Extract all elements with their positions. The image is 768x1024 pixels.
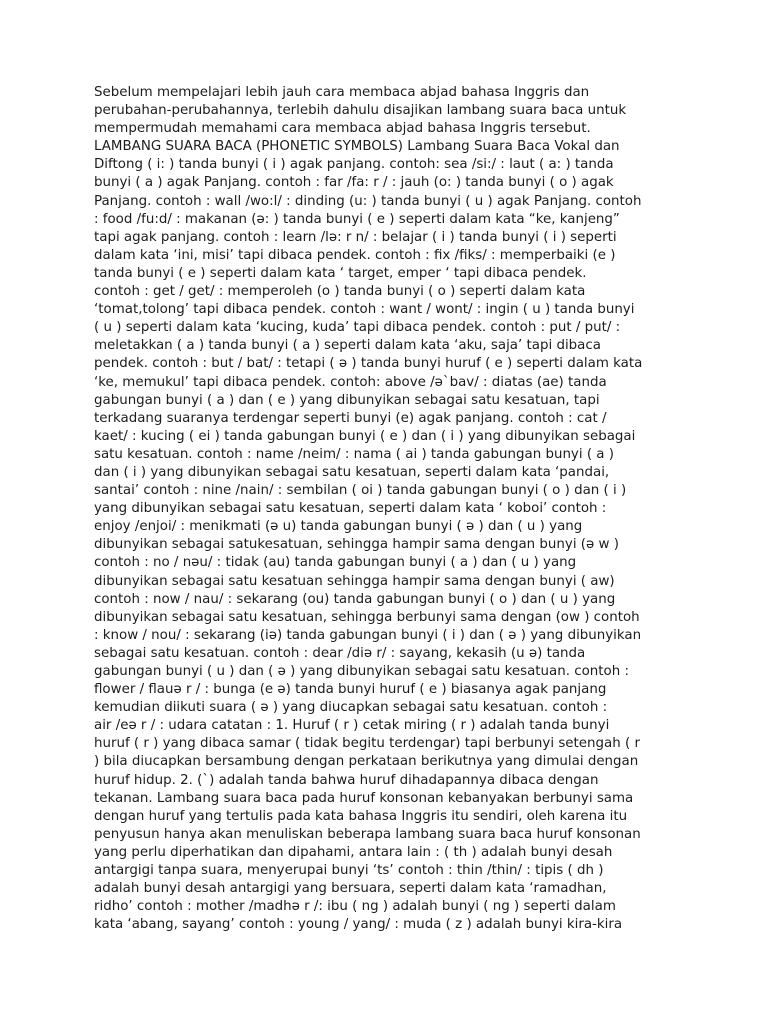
text-line: huruf hidup. 2. (`) adalah tanda bahwa huruf dihadapannya dibaca dengan bbox=[94, 772, 599, 788]
text-line: sebagai satu kesatuan. contoh : dear /diə r/ : sayang, kekasih (u ə) tanda bbox=[94, 645, 586, 661]
text-line: tanda bunyi ( e ) seperti dalam kata ‘ target, emper ‘ tapi dibaca pendek. bbox=[94, 265, 587, 281]
text-line: ( u ) seperti dalam kata ‘kucing, kuda’ tapi dibaca pendek. contoh : put / put/ : bbox=[94, 320, 621, 336]
text-line: gabungan bunyi ( u ) dan ( ə ) yang dibunyikan sebagai satu kesatuan. contoh : bbox=[94, 664, 629, 679]
text-line: kaet/ : kucing ( ei ) tanda gabungan bunyi ( e ) dan ( i ) yang dibunyikan sebagai bbox=[94, 428, 636, 444]
text-line: Panjang. contoh : wall /wo:l/ : dinding (u: ) tanda bunyi ( u ) agak Panjang. contoh bbox=[94, 193, 642, 209]
text-line: dibunyikan sebagai satu kesatuan, sehingga berbunyi sama dengan (ow ) contoh bbox=[94, 609, 640, 625]
text-line: dibunyikan sebagai satu kesatuan sehingga hampir sama dengan bunyi ( aw) bbox=[94, 573, 615, 589]
text-line: dengan huruf yang tertulis pada kata bahasa Inggris itu sendiri, oleh karena itu bbox=[94, 808, 628, 824]
text-line: Sebelum mempelajari lebih jauh cara membaca abjad bahasa Inggris dan bbox=[94, 85, 590, 100]
text-line: terkadang suaranya terdengar seperti bunyi (e) agak panjang. contoh : cat / bbox=[94, 410, 607, 426]
text-line: yang perlu diperhatikan dan dipahami, antara lain : ( th ) adalah bunyi desah bbox=[94, 844, 613, 860]
text-line: yang dibunyikan sebagai satu kesatuan, seperti dalam kata ‘ koboi’ contoh : bbox=[94, 501, 607, 517]
text-line: ‘tomat,tolong’ tapi dibaca pendek. contoh : want / wont/ : ingin ( u ) tanda bunyi bbox=[94, 302, 635, 318]
text-line: contoh : get / get/ : memperoleh (o ) tanda bunyi ( o ) seperti dalam kata bbox=[94, 284, 586, 300]
text-line: dibunyikan sebagai satukesatuan, sehingga hampir sama dengan bunyi (ə w ) bbox=[94, 537, 619, 553]
text-line: : food /fu:d/ : makanan (ə: ) tanda bunyi ( e ) seperti dalam kata “ke, kanjeng” bbox=[94, 211, 620, 227]
text-line: antargigi tanpa suara, menyerupai bunyi ‘ts’ contoh : thin /thin/ : tipis ( dh ) bbox=[94, 863, 604, 879]
text-line: satu kesatuan. contoh : name /neim/ : nama ( ai ) tanda gabungan bunyi ( a ) bbox=[94, 446, 614, 462]
text-line: gabungan bunyi ( a ) dan ( e ) yang dibunyikan sebagai satu kesatuan, tapi bbox=[94, 392, 600, 408]
text-line: contoh : now / nau/ : sekarang (ou) tanda gabungan bunyi ( o ) dan ( u ) yang bbox=[94, 591, 616, 607]
text-line: santai’ contoh : nine /nain/ : sembilan ( oi ) tanda gabungan bunyi ( o ) dan ( i ) bbox=[94, 483, 627, 499]
text-line: pendek. contoh : but / bat/ : tetapi ( ə ) tanda bunyi huruf ( e ) seperti dalam kata bbox=[94, 356, 643, 372]
text-line: meletakkan ( a ) tanda bunyi ( a ) seperti dalam kata ‘aku, saja’ tapi dibaca bbox=[94, 338, 601, 354]
text-line: ridho’ contoh : mother /madhə r /: ibu ( ng ) adalah bunyi ( ng ) seperti dalam bbox=[94, 899, 616, 915]
text-line: penyusun hanya akan menuliskan beberapa lambang suara baca huruf konsonan bbox=[94, 826, 641, 842]
text-line: bunyi ( a ) agak Panjang. contoh : far /fa: r / : jauh (o: ) tanda bunyi ( o ) agak bbox=[94, 175, 614, 191]
text-line: ) bila diucapkan bersambung dengan perkataan berikutnya yang dimulai dengan bbox=[94, 754, 639, 770]
document-body bbox=[94, 84, 680, 934]
text-line: mempermudah memahami cara membaca abjad bahasa Inggris tersebut. bbox=[94, 121, 591, 137]
text-line: : know / nou/ : sekarang (iə) tanda gabungan bunyi ( i ) dan ( ə ) yang dibunyikan bbox=[94, 627, 642, 643]
text-line: dan ( i ) yang dibunyikan sebagai satu kesatuan, seperti dalam kata ‘pandai, bbox=[94, 464, 610, 480]
text-line: kemudian diikuti suara ( ə ) yang diucapkan sebagai satu kesatuan. contoh : bbox=[94, 700, 608, 716]
text-line: dalam kata ‘ini, misi’ tapi dibaca pendek. contoh : fix /fiks/ : memperbaiki (e ) bbox=[94, 247, 616, 263]
text-line: huruf ( r ) yang dibaca samar ( tidak begitu terdengar) tapi berbunyi setengah ( r bbox=[94, 736, 640, 752]
text-line: LAMBANG SUARA BACA (PHONETIC SYMBOLS) Lambang Suara Baca Vokal dan bbox=[94, 139, 620, 155]
text-line: adalah bunyi desah antargigi yang bersuara, seperti dalam kata ‘ramadhan, bbox=[94, 881, 607, 897]
text-line: perubahan-perubahannya, terlebih dahulu disajikan lambang suara baca untuk bbox=[94, 103, 627, 119]
text-line: tekanan. Lambang suara baca pada huruf konsonan kebanyakan berbunyi sama bbox=[94, 790, 634, 806]
text-line: flower / flauə r / : bunga (e ə) tanda bunyi huruf ( e ) biasanya agak panjang bbox=[94, 682, 607, 698]
text-line: air /eə r / : udara catatan : 1. Huruf ( r ) cetak miring ( r ) adalah tanda bunyi bbox=[94, 718, 610, 734]
text-line: ‘ke, memukul’ tapi dibaca pendek. contoh: above /ə`bav/ : diatas (ae) tanda bbox=[94, 374, 607, 390]
text-line: enjoy /enjoi/ : menikmati (ə u) tanda gabungan bunyi ( ə ) dan ( u ) yang bbox=[94, 519, 583, 535]
text-line: tapi agak panjang. contoh : learn /lə: r n/ : belajar ( i ) tanda bunyi ( i ) seperti bbox=[94, 229, 617, 245]
text-line: Diftong ( i: ) tanda bunyi ( i ) agak panjang. contoh: sea /si:/ : laut ( a: ) tanda bbox=[94, 157, 614, 173]
text-line: kata ‘abang, sayang’ contoh : young / yang/ : muda ( z ) adalah bunyi kira-kira bbox=[94, 917, 623, 933]
text-line: contoh : no / nəu/ : tidak (au) tanda gabungan bunyi ( a ) dan ( u ) yang bbox=[94, 555, 577, 571]
